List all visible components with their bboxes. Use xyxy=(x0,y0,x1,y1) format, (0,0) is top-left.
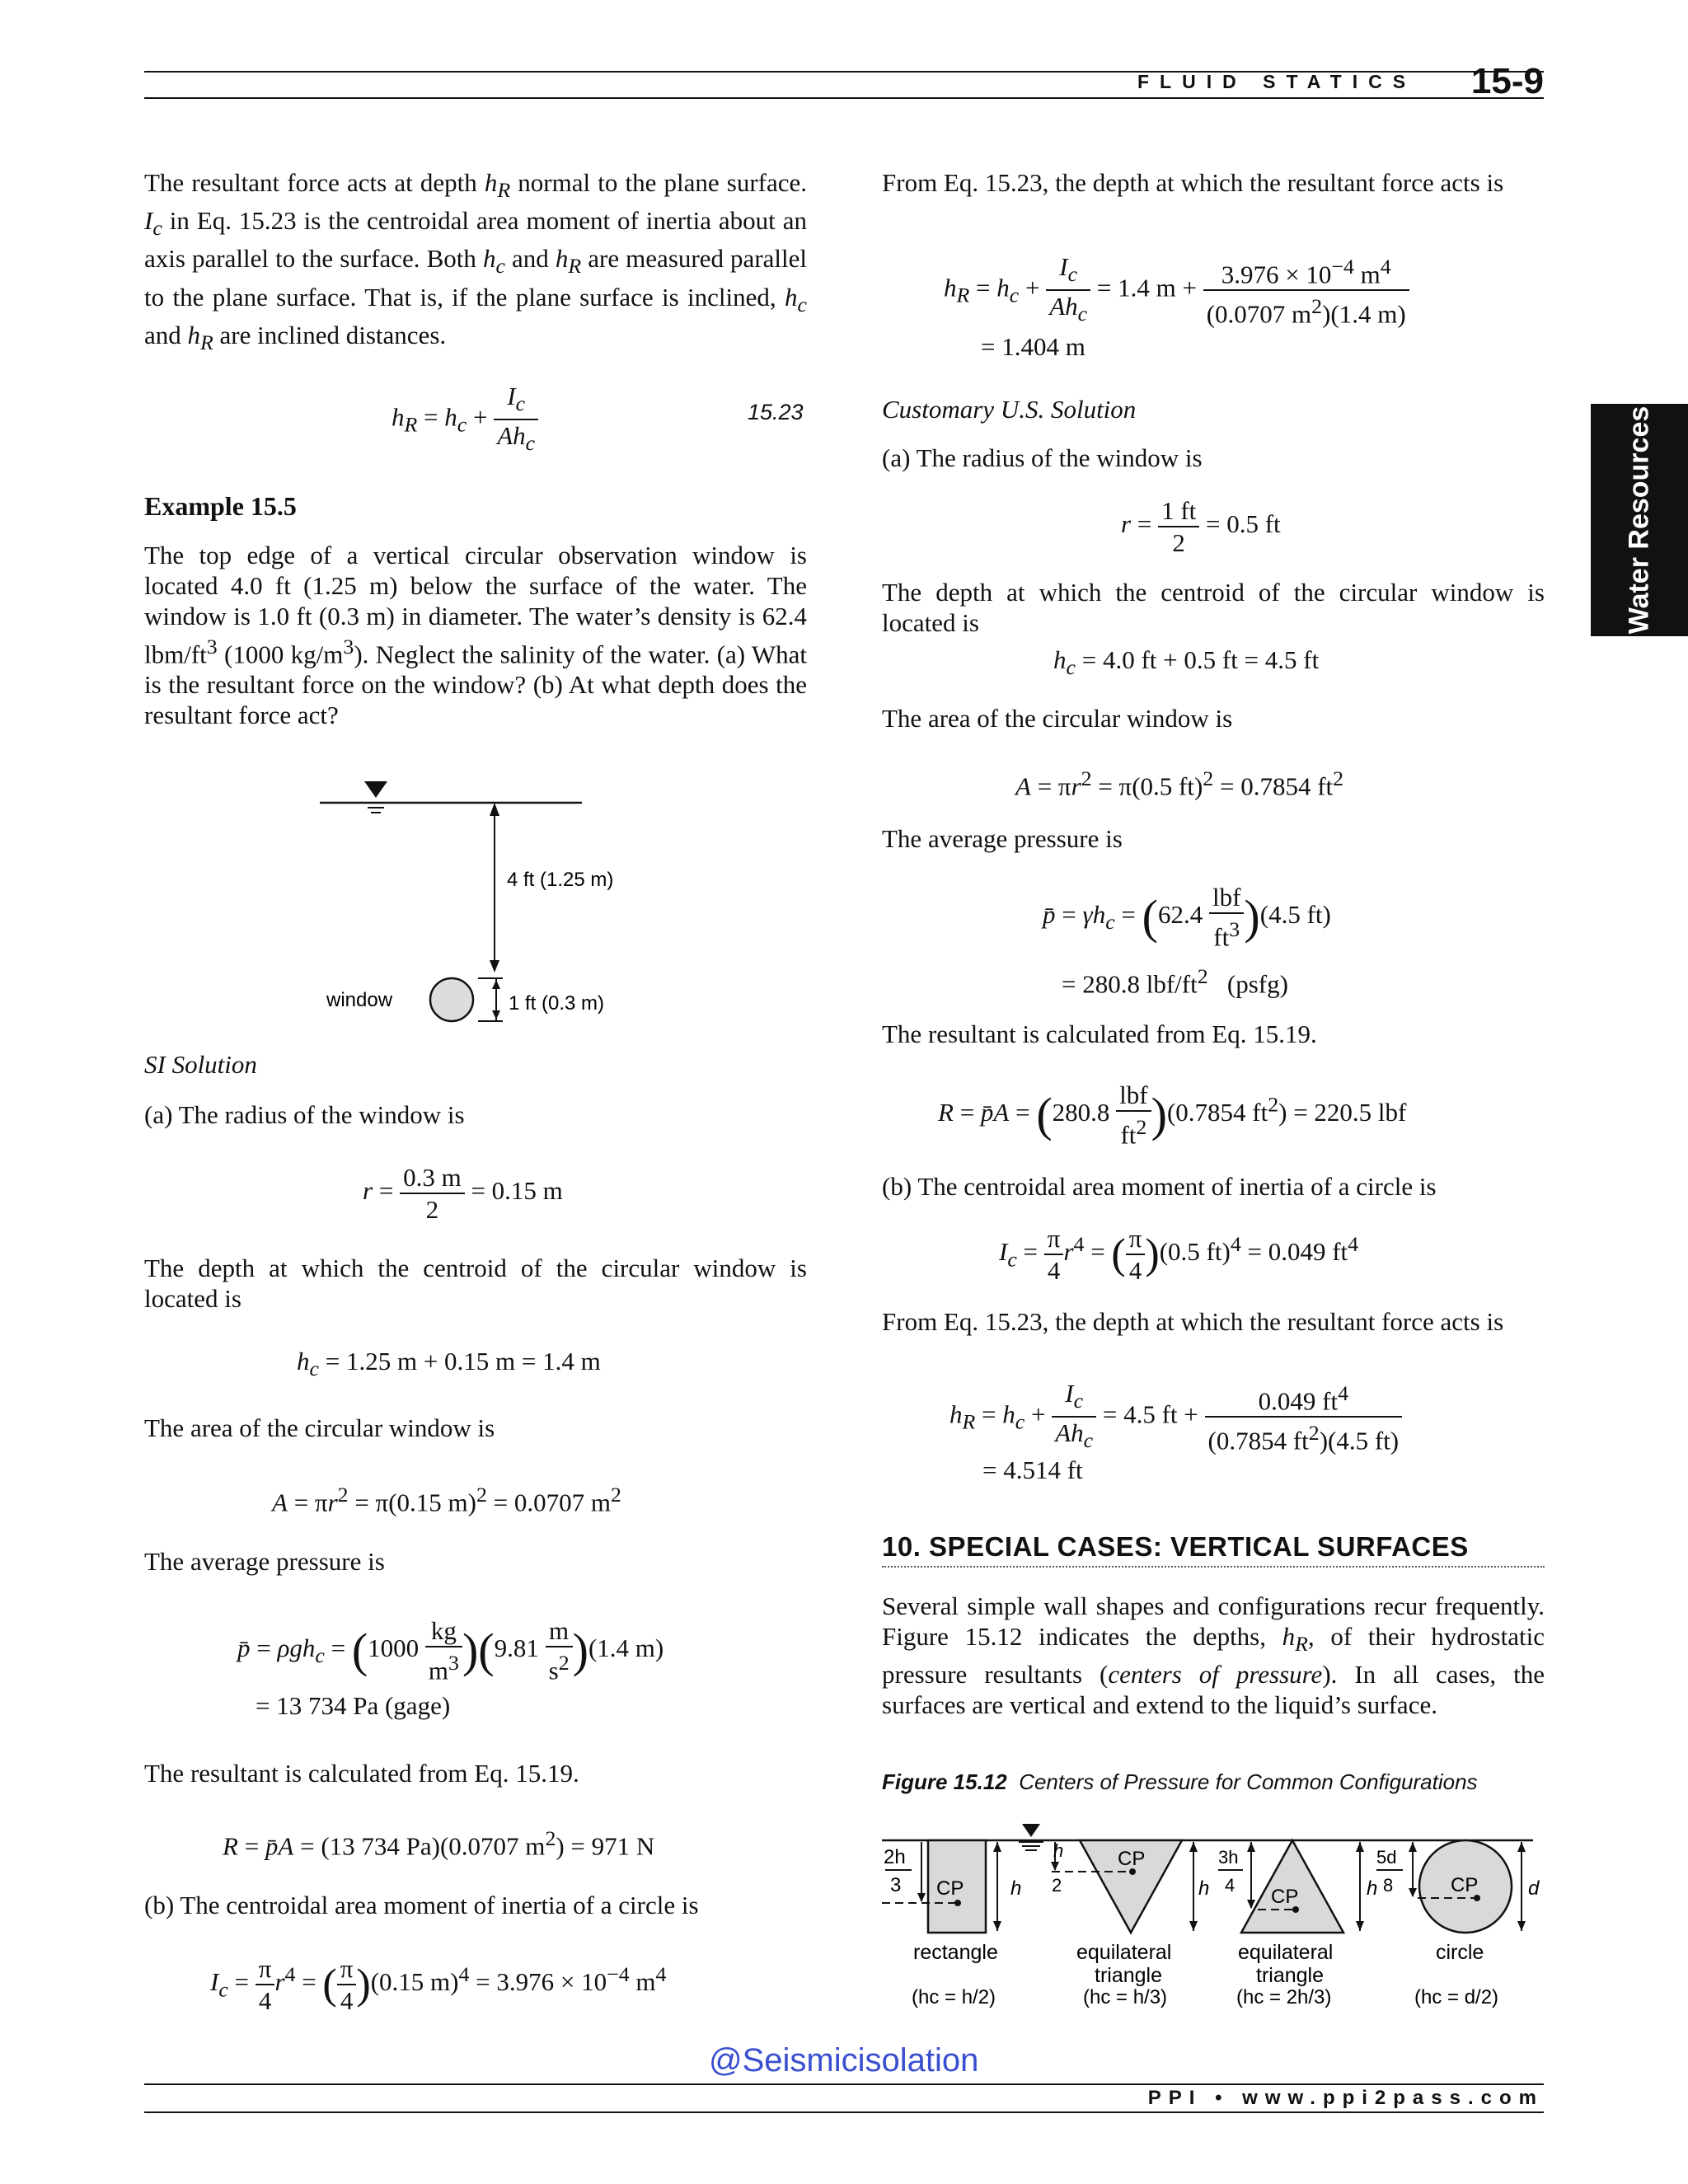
svg-text:h: h xyxy=(1010,1877,1022,1900)
si-depth-result: = 1.404 m xyxy=(981,332,1085,361)
svg-text:d: d xyxy=(1528,1877,1540,1900)
example-title: Example 15.5 xyxy=(144,491,297,521)
us-inertia-text: (b) The centroidal area moment of inertia of a circle is xyxy=(882,1172,1437,1201)
us-pressure-text: The average pressure is xyxy=(882,824,1123,853)
cp-label-triangle-2: CP xyxy=(1271,1886,1299,1908)
header-bottom-rule xyxy=(144,97,1544,99)
side-tab xyxy=(1591,404,1688,636)
svg-text:h: h xyxy=(1367,1877,1378,1900)
us-radius-equation: r = $\frac{1 ft}{2}$ = 0.5 ft xyxy=(1121,496,1281,557)
footer-bottom-rule xyxy=(144,2111,1544,2113)
si-pressure-text: The average pressure is xyxy=(144,1547,385,1576)
depth-label: 4 ft (1.25 m) xyxy=(507,869,614,891)
equilateral-triangle-upright xyxy=(1218,1840,1377,2008)
cp-label-rectangle: CP xyxy=(936,1877,964,1900)
page-number: 15-9 xyxy=(1470,61,1544,101)
svg-text:triangle: triangle xyxy=(1256,1964,1324,1987)
si-inertia-equation: $I_c$ = $\frac{\pi}{4}$ $r^4$ = ( $\frac{\pi}{4}$ )(0.15 $m)^4 = 3.976 \times 10^{-4}$ $m^4$ xyxy=(210,1954,667,2015)
figure-caption-text: Centers of Pressure for Common Configurations xyxy=(1019,1769,1478,1794)
us-area-text: The area of the circular window is xyxy=(882,704,1233,733)
us-area-equation: $A = \pi r^2 = \pi(0.5$ ft)$^2$ = 0.7854 $ft^2$ xyxy=(1015,766,1344,801)
circle-frac-den: 8 xyxy=(1383,1875,1394,1896)
window-label: window xyxy=(326,989,393,1011)
si-pressure-result: = 13 734 Pa (gage) xyxy=(256,1691,451,1720)
equation-number: 15.23 xyxy=(748,400,804,424)
circle-frac-num: 5d xyxy=(1376,1847,1397,1868)
si-resultant-equation: R = p̄A = (13 734 Pa)(0.0707 $m^2) = 971$ N xyxy=(223,1826,655,1861)
si-centroid-text: The depth at which the centroid of the circular window is located is xyxy=(144,1254,807,1313)
us-pressure-result: = 280.8 lbf/$ft^2$ (psfg) xyxy=(1062,964,1288,999)
cp-label-triangle-1: CP xyxy=(1118,1848,1146,1870)
si-inertia-text: (b) The centroidal area moment of inertia of a circle is xyxy=(144,1891,699,1919)
example-text: The top edge of a vertical circular observation window is located 4.0 ft (1.25 m) below the surface of the water. The window is 1.0 ft (0.3 m) in diameter. The water’s density is 62.4 lbm/$ft^3$ (1000 $kg/m^3$). Neglect the salinity of the water. (a) What is the resultant force on the window? (b) At what depth does the resultant force act? xyxy=(144,541,807,730)
tri2-frac-num: 3h xyxy=(1218,1847,1239,1868)
triangle-2-label: equilateral xyxy=(1238,1941,1334,1964)
svg-text:triangle: triangle xyxy=(1095,1964,1162,1987)
footer-text: PPI • www.ppi2pass.com xyxy=(1147,2087,1544,2109)
si-resultant-text: The resultant is calculated from Eq. 15.19. xyxy=(144,1759,579,1788)
rect-frac-num: 2h xyxy=(884,1846,906,1868)
window-figure xyxy=(313,775,614,1030)
section-10-title: 10. SPECIAL CASES: VERTICAL SURFACES xyxy=(882,1531,1469,1562)
us-centroid-equation: $h_c = 4.0$ ft + 0.5 ft = 4.5 ft xyxy=(1053,645,1320,680)
equilateral-triangle-inverted xyxy=(1051,1840,1209,2008)
side-tab-label: Water Resources xyxy=(1623,405,1655,635)
tri1-frac-den: 2 xyxy=(1052,1875,1062,1896)
svg-text:3: 3 xyxy=(890,1874,902,1896)
si-depth-text: From Eq. 15.23, the depth at which the resultant force acts is xyxy=(882,168,1504,197)
circle-label: circle xyxy=(1436,1941,1484,1964)
diameter-label: 1 ft (0.3 m) xyxy=(509,992,605,1015)
tri2-frac-den: 4 xyxy=(1225,1875,1236,1896)
circle-hc: (hc = d/2) xyxy=(1414,1986,1499,2008)
us-centroid-text: The depth at which the centroid of the circular window is located is xyxy=(882,578,1545,637)
window-circle xyxy=(430,978,473,1021)
us-pressure-equation: p̄ = $\gamma h_c = (62.4$ $\frac{\text{lbf}}{ft^3}$ )(4.5 ft) xyxy=(1043,883,1331,952)
figure-caption-number: Figure 15.12 xyxy=(882,1769,1007,1794)
si-area-text: The area of the circular window is xyxy=(144,1413,495,1442)
cp-label-circle: CP xyxy=(1451,1874,1479,1896)
centers-of-pressure-figure xyxy=(882,1817,1550,2023)
water-surface-marker-icon xyxy=(364,781,387,798)
rectangle-hc: (hc = h/2) xyxy=(912,1986,996,2008)
section-title-dotted-rule xyxy=(882,1566,1545,1568)
us-radius-text: (a) The radius of the window is xyxy=(882,443,1203,472)
surface-marker-icon xyxy=(1022,1824,1040,1837)
section-10-text: Several simple wall shapes and configurations recur frequently. Figure 15.12 indicates the depths, $h_R$, of their hydrostatic pressure resultants (centers of pressure). In all cases, the surfaces are vertical and extend to the liquid’s surface. xyxy=(882,1591,1545,1720)
rectangle-label: rectangle xyxy=(913,1941,998,1964)
us-inertia-equation: $I_c$ = $\frac{\pi}{4}$ $r^4$ = ( $\frac{\pi}{4}$ )(0.5 ft)$^4$ = 0.049 $ft^4$ xyxy=(999,1224,1359,1285)
equation-15-23: $h_R = h_c$ + $\frac{I_c}{Ah_c}$ xyxy=(392,381,538,458)
si-pressure-equation: p̄ = ρgh$_c$ = (1000 $\frac{kg}{m^3}$ )(9.81 $\frac{m}{s^2}$ )(1.4 m) xyxy=(237,1616,664,1685)
si-radius-equation: r = $\frac{0.3 m}{2}$ = 0.15 m xyxy=(363,1163,563,1224)
svg-text:h: h xyxy=(1198,1877,1210,1900)
us-solution-heading: Customary U.S. Solution xyxy=(882,395,1137,424)
intro-paragraph: The resultant force acts at depth $h_R$ normal to the plane surface. $I_c$ in Eq. 15.23 is the centroidal area moment of inertia about an axis parallel to the surface. Both $h_c$ and $h_R$ are measured parallel to the plane surface. That is, if the plane surface is inclined, $h_c$ and $h_R$ are inclined distances. xyxy=(144,168,808,354)
triangle-1-label: equilateral xyxy=(1076,1941,1172,1964)
us-depth-text: From Eq. 15.23, the depth at which the resultant force acts is xyxy=(882,1307,1504,1336)
us-depth-equation: $h_R = h_c$ + $\frac{I_c}{Ah_c}$ = 4.5 ft + $\frac{0.049 ft^4}{(0.7854 ft^2)(4.5 ft)}$ xyxy=(950,1378,1402,1456)
triangle-1-hc: (hc = h/3) xyxy=(1083,1986,1168,2008)
watermark: @Seismicisolation xyxy=(709,2042,979,2079)
us-resultant-text: The resultant is calculated from Eq. 15.19. xyxy=(882,1019,1317,1048)
si-area-equation: $A = \pi r^2 = \pi(0.15$ m)$^2$ = 0.0707 $m^2$ xyxy=(272,1483,621,1517)
circle-shape xyxy=(1376,1840,1540,2008)
si-depth-equation: $h_R = h_c$ + $\frac{I_c}{Ah_c}$ = 1.4 m + $\frac{3.976 \times 10^{-4} m^4}{(0.0707 m^2)(1.4 m)}$ xyxy=(944,251,1409,330)
footer-top-rule xyxy=(144,2083,1544,2085)
triangle-2-hc: (hc = 2h/3) xyxy=(1236,1986,1332,2008)
si-centroid-equation: $h_c = 1.25$ m + 0.15 m = 1.4 m xyxy=(297,1347,601,1381)
us-resultant-equation: R = p̄A = (280.8 $\frac{\text{lbf}}{ft^2}$ )(0.7854 $ft^2) = 220.5$ lbf xyxy=(938,1080,1407,1150)
si-radius-text: (a) The radius of the window is xyxy=(144,1100,465,1129)
si-solution-heading: SI Solution xyxy=(144,1050,257,1079)
running-title: FLUID STATICS xyxy=(1137,71,1417,92)
figure-15-12-caption xyxy=(882,1769,1478,1795)
us-depth-result: = 4.514 ft xyxy=(982,1455,1083,1484)
rectangle-shape xyxy=(882,1840,1021,2008)
tri1-frac-num: h xyxy=(1053,1840,1064,1861)
